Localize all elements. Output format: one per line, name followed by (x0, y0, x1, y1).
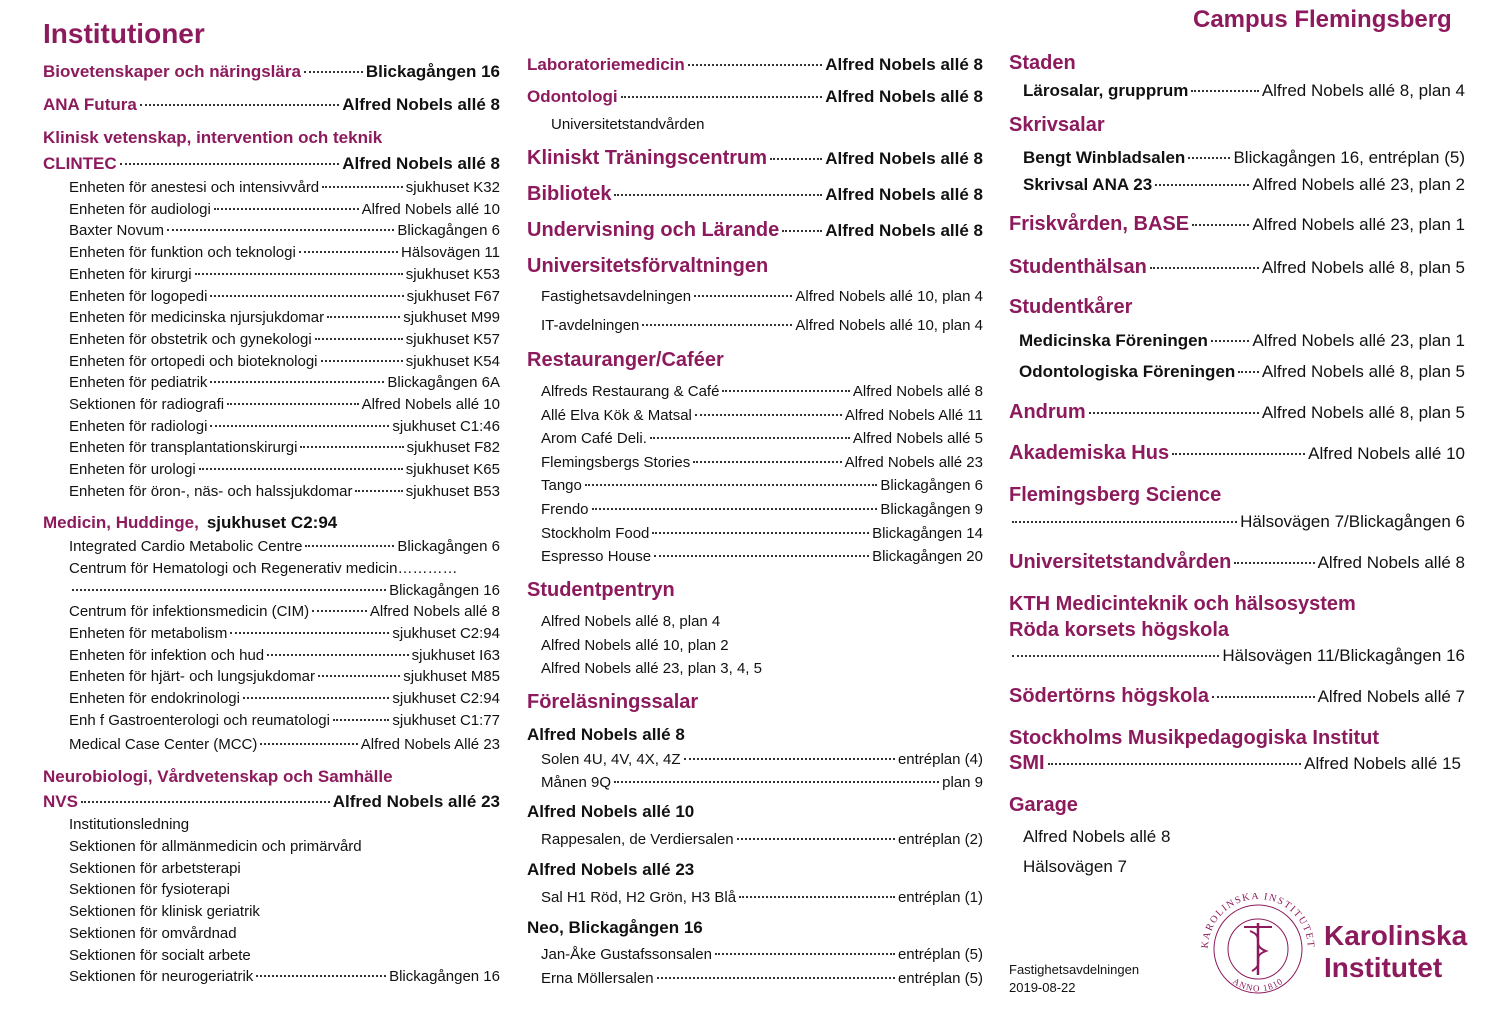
neo-item-leader (715, 953, 895, 955)
studh-entry-label: Studenthälsan (1009, 256, 1147, 278)
studk-heading: Studentkårer (1009, 296, 1133, 318)
uf-item-location: Alfred Nobels allé 10, plan 4 (795, 288, 983, 305)
uf-item-location: Alfred Nobels allé 10, plan 4 (795, 317, 983, 334)
medicin-item-location: Blickagången 6 (397, 538, 500, 555)
rest-item-label: Allé Elva Kök & Matsal (541, 406, 692, 424)
nvs-entry-label: NVS (43, 792, 78, 811)
rest-item (541, 430, 983, 447)
clintec-item-location: sjukhuset B53 (405, 482, 500, 500)
medicin-item (69, 668, 500, 685)
bio-entry (43, 62, 500, 82)
studh-entry-leader (1150, 267, 1259, 269)
studk-item-location: Alfred Nobels allé 8, plan 5 (1261, 362, 1465, 381)
an23-item-location: entréplan (1) (897, 889, 983, 906)
footer-date: 2019-08-22 (1009, 980, 1076, 995)
clintec-item-label: Enheten för anestesi och intensivvård (69, 179, 320, 196)
odont-entry (527, 87, 983, 107)
an8-item-label: Solen 4U, 4V, 4X, 4Z (541, 751, 681, 768)
clintec-item-label: Sektionen för radiografi (69, 396, 225, 413)
neo-item-leader (657, 977, 895, 979)
nvs-entry (43, 792, 500, 812)
medicin-item (69, 690, 500, 707)
clintec-item-location: Alfred Nobels allé 10 (361, 200, 500, 218)
clintec-item-location: sjukhuset K53 (405, 265, 500, 283)
clintec-item-leader (210, 381, 384, 383)
clintec-item (69, 353, 500, 370)
sp-item: Alfred Nobels allé 23, plan 3, 4, 5 (541, 660, 762, 678)
skriv-item (1023, 175, 1465, 195)
an23-item-leader (739, 896, 895, 898)
an8-item-location: plan 9 (942, 774, 983, 791)
medicin-item-leader (333, 719, 389, 721)
an23-item (541, 889, 983, 906)
fsci-heading: Flemingsberg Science (1009, 484, 1222, 506)
clintec-item-label: Enheten för funktion och teknologi (69, 244, 296, 262)
clintec-item (69, 309, 500, 326)
akad-entry (1009, 442, 1465, 465)
ul-entry-leader (782, 230, 822, 232)
uf-item (541, 288, 983, 305)
an8-item-leader (684, 758, 895, 760)
an8-item-location: entréplan (4) (897, 751, 983, 768)
fsci-leader (1012, 521, 1237, 523)
ktc-entry (527, 147, 983, 170)
utv-entry (1009, 551, 1465, 574)
rest-item-location: Blickagången 20 (872, 548, 983, 566)
neo-item-label: Jan-Åke Gustafssonsalen (541, 946, 712, 963)
clintec-item (69, 288, 500, 305)
an23-heading: Alfred Nobels allé 23 (527, 860, 695, 879)
rest-item-leader (652, 532, 869, 534)
studk-item-label: Medicinska Föreningen (1019, 331, 1208, 350)
clintec-item-leader (321, 360, 403, 362)
rest-item-location: Blickagången 9 (880, 501, 983, 518)
medicin-item-leader (260, 743, 357, 745)
fs-heading: Föreläsningssalar (527, 691, 699, 713)
medicin-item (69, 603, 500, 620)
clintec-item-leader (227, 403, 358, 405)
uf-item-label: IT-avdelningen (541, 317, 640, 334)
nvs-last-item-label: Sektionen för neurogeriatrik (69, 968, 254, 985)
clintec-item-leader (214, 208, 359, 210)
an10-heading: Alfred Nobels allé 10 (527, 802, 695, 821)
utv-entry-label: Universitetstandvården (1009, 551, 1232, 573)
nvs-item: Sektionen för klinisk geriatrik (69, 903, 260, 921)
rest-item-leader (695, 414, 842, 416)
nvs-entry-leader (81, 801, 330, 803)
clintec-item-label: Enheten för audiologi (69, 200, 211, 218)
utv-entry-location: Alfred Nobels allé 8 (1317, 553, 1465, 572)
kth-heading-1: KTH Medicinteknik och hälsosystem (1009, 593, 1356, 615)
rest-item-label: Flemingsbergs Stories (541, 453, 691, 471)
campus-title: Campus Flemingsberg (1193, 6, 1452, 33)
rest-item-label: Stockholm Food (541, 524, 650, 542)
medicin-item-location: sjukhuset C1:77 (392, 712, 500, 729)
clintec-item-leader (210, 425, 389, 427)
smi-entry-location: Alfred Nobels allé 15 (1304, 754, 1461, 773)
clintec-item (69, 201, 500, 218)
rest-item-location: Alfred Nobels allé 5 (852, 430, 983, 448)
lab-entry (527, 55, 983, 75)
frisk-entry-label: Friskvården, BASE (1009, 213, 1190, 235)
studk-item-leader (1211, 340, 1249, 342)
ana-entry-location: Alfred Nobels allé 8 (342, 95, 500, 114)
odont-entry-leader (621, 96, 823, 98)
nvs-item: Sektionen för socialt arbete (69, 946, 251, 964)
clintec-item-location: sjukhuset M99 (403, 309, 500, 327)
neo-item-location: entréplan (5) (897, 970, 983, 987)
medicin-item-leader (72, 589, 386, 591)
garage-heading: Garage (1009, 794, 1078, 816)
skriv-item-label: Skrivsal ANA 23 (1023, 175, 1153, 194)
rest-item-label: Alfreds Restaurang & Café (541, 383, 720, 400)
akad-entry-location: Alfred Nobels allé 10 (1308, 444, 1465, 463)
sod-entry-location: Alfred Nobels allé 7 (1317, 687, 1465, 706)
clintec-item-label: Enheten för radiologi (69, 417, 208, 435)
clintec-item-leader (299, 251, 398, 253)
kth-leader (1012, 655, 1219, 657)
clintec-item-location: Blickagången 6 (397, 222, 500, 240)
medicin-item-leader (243, 697, 389, 699)
clintec-item-location: sjukhuset F82 (406, 439, 500, 457)
staden-heading: Staden (1009, 52, 1076, 74)
rest-item-label: Frendo (541, 501, 589, 518)
clintec-item-leader (322, 186, 403, 188)
an10-item-location: entréplan (2) (897, 831, 983, 848)
rest-item-label: Arom Café Deli. (541, 430, 647, 448)
neo-item-label: Erna Möllersalen (541, 970, 654, 987)
sod-entry-label: Södertörns högskola (1009, 685, 1210, 707)
nvs-last-item (69, 968, 500, 985)
rest-item-location: Blickagången 14 (872, 524, 983, 542)
bibl-entry (527, 183, 983, 206)
sp-item: Alfred Nobels allé 10, plan 2 (541, 636, 729, 654)
nvs-last-item-location: Blickagången 16 (389, 968, 500, 985)
nvs-entry-location: Alfred Nobels allé 23 (332, 792, 500, 811)
skriv-item (1023, 148, 1465, 168)
clintec-item (69, 222, 500, 239)
skriv-item-location: Blickagången 16, entréplan (5) (1233, 148, 1465, 167)
uf-item-leader (694, 295, 792, 297)
clintec-item-leader (315, 338, 403, 340)
neo-item (541, 970, 983, 987)
fsci-location-line (1009, 512, 1465, 532)
clintec-item-leader (300, 446, 403, 448)
medicin-item-label: Enheten för metabolism (69, 625, 228, 642)
studh-entry (1009, 256, 1465, 279)
neo-item-location: entréplan (5) (897, 946, 983, 963)
smi-entry-label: SMI (1009, 752, 1045, 774)
clintec-item-location: sjukhuset K57 (405, 330, 500, 348)
clintec-item-leader (167, 229, 394, 231)
clintec-item-leader (195, 273, 403, 275)
studk-item (1019, 331, 1465, 351)
smi-entry-leader (1048, 763, 1302, 765)
ul-entry (527, 219, 983, 242)
medicin-item (69, 538, 500, 555)
neo-heading: Neo, Blickagången 16 (527, 918, 703, 937)
section-title: Institutioner (43, 18, 205, 49)
seal-ring-text: KAROLINSKA INSTITUTET (1200, 893, 1317, 949)
rest-item (541, 548, 983, 565)
medicin-item-location: sjukhuset I63 (411, 647, 500, 664)
ktc-entry-label: Kliniskt Träningscentrum (527, 147, 768, 169)
an10-item-label: Rappesalen, de Verdiersalen (541, 831, 734, 848)
ul-entry-location: Alfred Nobels allé 8 (825, 221, 983, 240)
rest-item-location: Alfred Nobels Allé 11 (844, 406, 983, 424)
ktc-entry-leader (770, 158, 822, 160)
clintec-item-leader (327, 316, 400, 318)
clintec-item-label: Enheten för transplantationskirurgi (69, 439, 298, 457)
clintec-item-label: Enheten för medicinska njursjukdomar (69, 309, 325, 327)
ul-entry-label: Undervisning och Lärande (527, 219, 780, 241)
medicin-heading-label: Medicin, Huddinge, (43, 513, 199, 532)
medicin-item-leader (318, 675, 400, 677)
clintec-item-label: Enheten för logopedi (69, 287, 208, 305)
studk-item-label: Odontologiska Föreningen (1019, 362, 1236, 381)
an8-item-leader (614, 781, 939, 783)
lab-entry-label: Laboratoriemedicin (527, 55, 685, 74)
clintec-item-label: Enheten för ortopedi och bioteknologi (69, 352, 318, 370)
clintec-item (69, 439, 500, 456)
sp-heading: Studentpentryn (527, 579, 675, 601)
garage-item: Alfred Nobels allé 8 (1023, 827, 1171, 846)
smi-heading: Stockholms Musikpedagogiska Institut (1009, 727, 1380, 749)
medicin-item-location: sjukhuset C2:94 (392, 690, 500, 707)
medicin-item (69, 625, 500, 642)
staden-item (1023, 81, 1465, 101)
clintec-item-label: Enheten för urologi (69, 461, 196, 479)
clintec-item-label: Enheten för öron-, näs- och halssjukdomar (69, 482, 353, 500)
rest-item-location: Alfred Nobels allé 23 (844, 453, 983, 471)
rest-item-leader (585, 484, 878, 486)
rest-item (541, 501, 983, 518)
clintec-item-leader (210, 295, 403, 297)
karolinska-logo (1200, 893, 1470, 1003)
clintec-item-label: Enheten för kirurgi (69, 265, 192, 283)
kth-location: Hälsovägen 11/Blickagången 16 (1222, 646, 1465, 665)
medicin-item (69, 582, 500, 599)
odont-entry-location: Alfred Nobels allé 8 (825, 87, 983, 106)
an8-item (541, 751, 983, 768)
studk-item-leader (1238, 371, 1259, 373)
clintec-item (69, 331, 500, 348)
medicin-heading-location: sjukhuset C2:94 (206, 513, 338, 532)
nvs-item: Sektionen för fysioterapi (69, 881, 230, 899)
bibl-entry-leader (614, 194, 822, 196)
uf-item-leader (642, 324, 792, 326)
medicin-item-label: Enheten för hjärt- och lungsjukdomar (69, 668, 315, 685)
akad-entry-leader (1172, 453, 1305, 455)
nvs-item: Sektionen för arbetsterapi (69, 859, 241, 877)
nvs-last-item-leader (256, 975, 386, 977)
frisk-entry-leader (1192, 224, 1249, 226)
rest-item-location: Alfred Nobels allé 8 (852, 383, 983, 400)
clintec-item (69, 396, 500, 413)
rest-item-label: Espresso House (541, 548, 652, 566)
clintec-item-label: Enheten för obstetrik och gynekologi (69, 330, 312, 348)
nvs-item: Sektionen för omvårdnad (69, 925, 237, 942)
studh-entry-location: Alfred Nobels allé 8, plan 5 (1261, 258, 1465, 277)
clintec-item (69, 266, 500, 283)
staden-item-leader (1191, 90, 1258, 92)
bio-entry-leader (304, 71, 363, 73)
medicin-item: Centrum för Hematologi och Regenerativ medicin………… (69, 560, 458, 577)
neo-item (541, 946, 983, 963)
frisk-entry (1009, 213, 1465, 236)
clintec-item (69, 374, 500, 391)
uf-heading: Universitetsförvaltningen (527, 255, 769, 277)
uf-item (541, 317, 983, 334)
rest-item-leader (693, 461, 841, 463)
medicin-item-location: Blickagången 16 (389, 582, 500, 599)
clintec-item (69, 244, 500, 261)
clintec-item-location: sjukhuset F67 (406, 287, 500, 305)
medicin-item-label: Enh f Gastroenterologi och reumatologi (69, 712, 330, 729)
kth-location-line (1009, 646, 1465, 666)
sp-item: Alfred Nobels allé 8, plan 4 (541, 613, 721, 630)
clintec-item-label: Enheten för pediatrik (69, 374, 208, 392)
an8-item (541, 774, 983, 791)
clintec-item (69, 461, 500, 478)
medicin-item-label: Centrum för infektionsmedicin (CIM) (69, 603, 310, 620)
odont-sub: Universitetstandvården (551, 116, 705, 133)
bibl-entry-location: Alfred Nobels allé 8 (825, 185, 983, 204)
klinisk-heading: Klinisk vetenskap, intervention och teknik (43, 128, 383, 147)
staden-item-label: Lärosalar, grupprum (1023, 81, 1189, 100)
uf-item-label: Fastighetsavdelningen (541, 288, 692, 305)
medicin-item-location: Alfred Nobels allé 8 (369, 603, 500, 620)
medicin-item-leader (312, 610, 367, 612)
andrum-entry-location: Alfred Nobels allé 8, plan 5 (1261, 403, 1465, 422)
rest-item (541, 525, 983, 542)
rest-item-label: Tango (541, 477, 582, 495)
lab-entry-leader (688, 64, 822, 66)
clintec-item (69, 179, 500, 196)
rest-item (541, 454, 983, 471)
clintec-item (69, 483, 500, 500)
clintec-item-leader (199, 468, 403, 470)
bibl-entry-label: Bibliotek (527, 183, 612, 205)
medicin-item-label: Enheten för infektion och hud (69, 647, 265, 664)
bio-entry-location: Blickagången 16 (365, 62, 500, 81)
clintec-item (69, 418, 500, 435)
rest-item-leader (650, 437, 850, 439)
frisk-entry-location: Alfred Nobels allé 23, plan 1 (1252, 215, 1465, 234)
clintec-item-location: Alfred Nobels allé 10 (361, 396, 500, 413)
rest-item (541, 383, 983, 400)
garage-item: Hälsovägen 7 (1023, 857, 1127, 876)
rest-item-leader (654, 555, 869, 557)
seal-anno-text: ANNO 1810 (1231, 975, 1285, 994)
studk-item-location: Alfred Nobels allé 23, plan 1 (1252, 331, 1465, 350)
kth-heading-2: Röda korsets högskola (1009, 619, 1230, 641)
odont-entry-label: Odontologi (527, 87, 618, 106)
andrum-entry-label: Andrum (1009, 401, 1086, 423)
studk-item (1019, 362, 1465, 382)
lab-entry-location: Alfred Nobels allé 8 (825, 55, 983, 74)
rest-item-leader (592, 508, 878, 510)
fsci-location: Hälsovägen 7/Blickagången 6 (1240, 512, 1465, 531)
ana-entry (43, 95, 500, 115)
staden-item-location: Alfred Nobels allé 8, plan 4 (1261, 81, 1465, 100)
bio-entry-label: Biovetenskaper och näringslära (43, 62, 301, 81)
skriv-item-leader (1188, 157, 1230, 159)
ki-seal-icon (1200, 893, 1470, 1003)
nvs-item: Sektionen för allmänmedicin och primärvård (69, 837, 362, 855)
rest-item (541, 477, 983, 494)
clintec-entry-leader (120, 163, 340, 165)
clintec-entry-location: Alfred Nobels allé 8 (342, 154, 500, 173)
medicin-item-leader (267, 654, 408, 656)
smi-entry (1009, 752, 1461, 775)
clintec-entry-label: CLINTEC (43, 154, 117, 173)
skriv-item-leader (1155, 184, 1249, 186)
andrum-entry-leader (1089, 412, 1259, 414)
an8-item-label: Månen 9Q (541, 774, 612, 791)
ktc-entry-location: Alfred Nobels allé 8 (825, 149, 983, 168)
nvs-item: Institutionsledning (69, 816, 190, 833)
an10-item (541, 831, 983, 848)
an8-heading: Alfred Nobels allé 8 (527, 725, 685, 744)
sod-entry (1009, 685, 1465, 708)
medicin-item-location: sjukhuset C2:94 (392, 625, 500, 642)
an10-item-leader (737, 838, 895, 840)
rest-item-leader (722, 390, 849, 392)
ana-entry-leader (140, 104, 339, 106)
andrum-entry (1009, 401, 1465, 424)
footer-dept: Fastighetsavdelningen (1009, 962, 1140, 977)
rest-heading: Restauranger/Caféer (527, 349, 724, 371)
akad-entry-label: Akademiska Hus (1009, 442, 1170, 464)
clintec-item-location: Blickagången 6A (387, 374, 500, 392)
medicin-item-location: Alfred Nobels Allé 23 (360, 736, 500, 753)
rest-item (541, 407, 983, 424)
logo-word-1: Karolinska (1324, 920, 1468, 951)
clintec-item-location: sjukhuset K65 (405, 461, 500, 479)
clintec-item-label: Baxter Novum (69, 222, 165, 240)
medicin-item-label: Enheten för endokrinologi (69, 690, 240, 707)
clintec-item-location: sjukhuset K54 (405, 352, 500, 370)
medicin-item-label: Medical Case Center (MCC) (69, 736, 258, 753)
medicin-item-leader (230, 632, 389, 634)
ana-entry-label: ANA Futura (43, 95, 137, 114)
utv-entry-leader (1234, 562, 1314, 564)
medicin-item-label: Integrated Cardio Metabolic Centre (69, 538, 303, 555)
medicin-item-leader (305, 545, 394, 547)
logo-word-2: Institutet (1324, 952, 1443, 983)
medicin-item (69, 736, 500, 753)
clintec-entry (43, 154, 500, 174)
skriv-heading: Skrivsalar (1009, 114, 1105, 136)
sod-entry-leader (1212, 696, 1315, 698)
an23-item-label: Sal H1 Röd, H2 Grön, H3 Blå (541, 889, 737, 906)
clintec-item-location: sjukhuset K32 (405, 179, 500, 196)
skriv-item-location: Alfred Nobels allé 23, plan 2 (1252, 175, 1465, 194)
clintec-item-location: Hälsovägen 11 (401, 244, 500, 262)
clintec-item-leader (355, 490, 402, 492)
skriv-item-label: Bengt Winbladsalen (1023, 148, 1186, 167)
medicin-heading (43, 513, 337, 533)
medicin-item-location: sjukhuset M85 (403, 668, 500, 685)
medicin-item (69, 712, 500, 729)
neuro-heading: Neurobiologi, Vårdvetenskap och Samhälle (43, 767, 393, 786)
rest-item-location: Blickagången 6 (880, 477, 983, 495)
medicin-item (69, 647, 500, 664)
clintec-item-location: sjukhuset C1:46 (392, 417, 500, 435)
